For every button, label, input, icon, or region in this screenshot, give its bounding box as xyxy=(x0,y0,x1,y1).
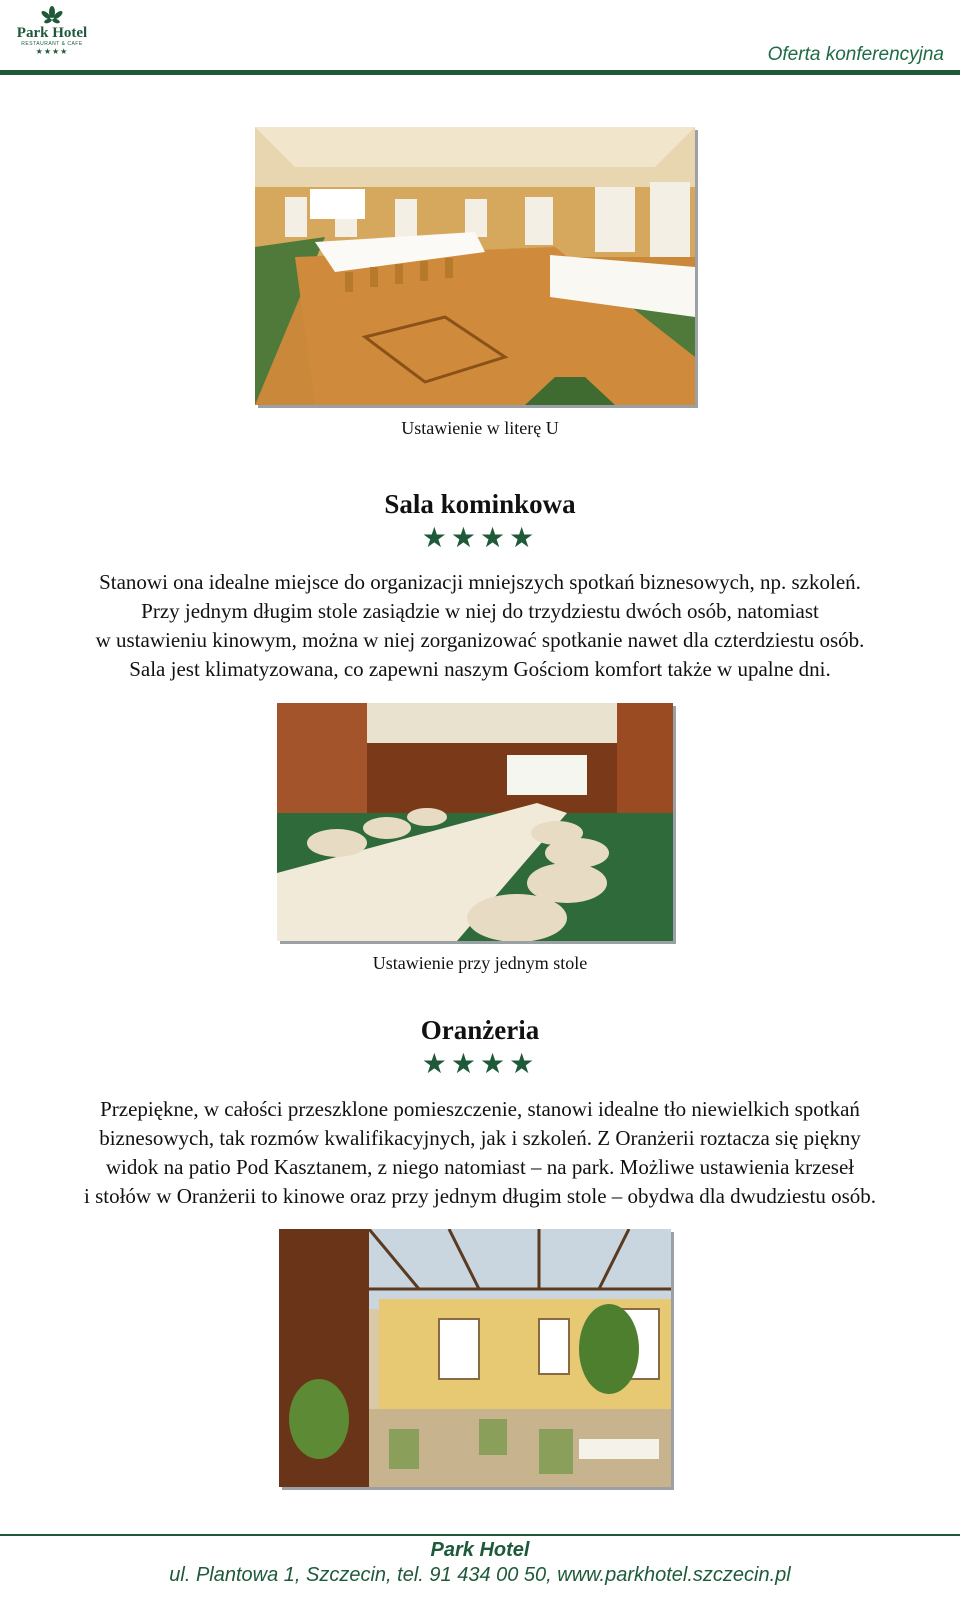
paragraph-line: Stanowi ona idealne miejsce do organizacji mniejszych spotkań biznesowych, np. szkoleń. xyxy=(99,570,861,594)
park-hotel-logo xyxy=(12,6,92,56)
paragraph-line: widok na patio Pod Kasztanem, z niego natomiast – na park. Możliwe ustawienia krzeseł xyxy=(105,1155,855,1179)
chestnut-leaf-icon xyxy=(41,6,63,26)
caption-u-shape: Ustawienie w literę U xyxy=(401,418,559,438)
photo-u-shape-room xyxy=(255,127,695,405)
paragraph-line: biznesowych, tak rozmów kwalifikacyjnych, jak i szkoleń. Z Oranżerii roztacza się piękny xyxy=(99,1126,861,1150)
paragraph-line: i stołów w Oranżerii to kinowe oraz przy jednym długim stole – obydwa dla dwudziestu osób. xyxy=(83,1184,876,1208)
paragraph-line: Przepiękne, w całości przeszklone pomieszczenie, stanowi idealne tło niewielkich spotkań xyxy=(100,1097,860,1121)
logo-stars: ★★★★ xyxy=(35,47,69,56)
logo-subtitle: RESTAURANT & CAFE xyxy=(21,41,83,47)
rating-stars: ★★★★ xyxy=(421,1049,539,1080)
photo-orangery xyxy=(279,1229,671,1487)
heading-sala-kominkowa: Sala kominkowa xyxy=(384,489,576,519)
rating-stars: ★★★★ xyxy=(421,523,539,554)
footer-address: ul. Plantowa 1, Szczecin, tel. 91 434 00 50, www.parkhotel.szczecin.pl xyxy=(169,1564,791,1586)
caption-long-table: Ustawienie przy jednym stole xyxy=(372,953,588,973)
paragraph-line: Przy jednym długim stole zasiądzie w niej do trzydziestu dwóch osób, natomiast xyxy=(141,599,819,623)
header-divider xyxy=(0,70,960,75)
page-header xyxy=(0,0,960,78)
photo-long-table-room xyxy=(277,703,673,941)
description-sala-kominkowa xyxy=(0,568,960,684)
document-title: Oferta konferencyjna xyxy=(767,44,944,65)
paragraph-line: w ustawieniu kinowym, można w niej zorganizować spotkanie nawet dla czterdziestu osób. xyxy=(95,628,865,652)
logo-name: Park Hotel xyxy=(16,25,88,41)
heading-oranzeria: Oranżeria xyxy=(420,1015,540,1045)
paragraph-line: Sala jest klimatyzowana, co zapewni naszym Gościom komfort także w upalne dni. xyxy=(129,657,831,681)
description-oranzeria xyxy=(0,1095,960,1211)
footer-hotel-name: Park Hotel xyxy=(430,1539,530,1561)
footer-divider xyxy=(0,1534,960,1536)
